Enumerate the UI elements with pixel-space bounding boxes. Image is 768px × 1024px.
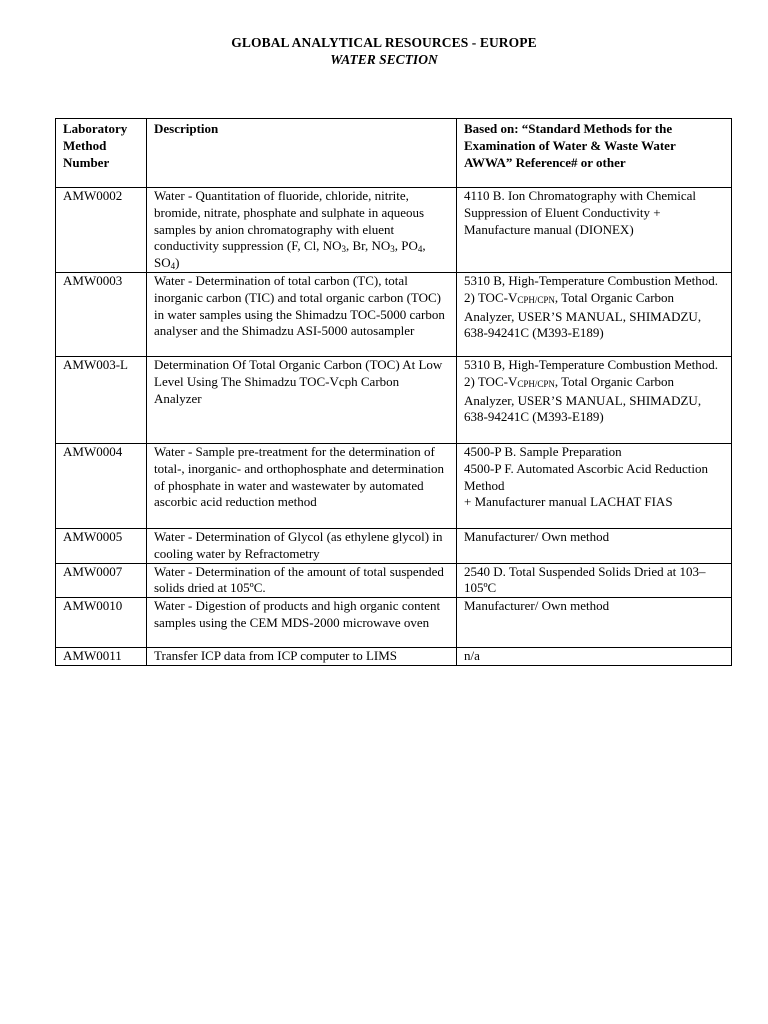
method-description: Water - Digestion of products and high organic content samples using the CEM MDS-2000 microwave oven xyxy=(147,598,457,648)
header-description: Description xyxy=(147,119,457,188)
document-header xyxy=(0,34,768,68)
method-number: AMW0010 xyxy=(56,598,147,648)
method-number: AMW003-L xyxy=(56,356,147,443)
table-row xyxy=(56,443,732,528)
method-reference xyxy=(457,443,732,528)
table-row xyxy=(56,188,732,273)
reference-line: 5310 B, High-Temperature Combustion Method. xyxy=(464,356,719,372)
method-description: Determination Of Total Organic Carbon (TOC) At Low Level Using The Shimadzu TOC-Vcph Carbon Analyzer xyxy=(147,356,457,443)
ion-formula: $NO_3$, Br, $NO_3$, $PO_4$, $SO_4$) xyxy=(154,238,426,272)
table-row xyxy=(56,598,732,648)
method-description: Transfer ICP data from ICP computer to LIMS xyxy=(147,648,457,666)
method-reference xyxy=(457,356,732,443)
reference-line: 2) TOC-VCPH/CPN, Total Organic Carbon Analyzer, USER’S MANUAL, SHIMADZU, 638-94241C (M393-E189) xyxy=(464,373,702,425)
method-reference: Manufacturer/ Own method xyxy=(457,598,732,648)
method-reference: 4110 B. Ion Chromatography with Chemical Suppression of Eluent Conductivity + Manufacture manual (DIONEX) xyxy=(457,188,732,273)
reference-line: 5310 B, High-Temperature Combustion Method. xyxy=(464,272,719,288)
table-row xyxy=(56,272,732,356)
header-reference: Based on: “Standard Methods for the Examination of Water & Waste Water AWWA” Reference# or other xyxy=(457,119,732,188)
method-description: Water - Sample pre-treatment for the determination of total-, inorganic- and orthophosphate and determination of phosphate in water and wastewater by automated ascorbic acid reduction method xyxy=(147,443,457,528)
method-number: AMW0003 xyxy=(56,272,147,356)
method-description xyxy=(147,188,457,273)
reference-line: + Manufacturer manual LACHAT FIAS xyxy=(464,494,673,510)
method-number: AMW0005 xyxy=(56,528,147,563)
reference-line: 4500-P F. Automated Ascorbic Acid Reduction Method xyxy=(464,460,709,493)
header-method-number: Laboratory Method Number xyxy=(56,119,147,188)
methods-table xyxy=(55,118,732,666)
method-number: AMW0002 xyxy=(56,188,147,273)
table-row xyxy=(56,648,732,666)
document-subtitle: WATER SECTION xyxy=(330,52,438,67)
description-text: Water - Quantitation of fluoride, chloride, nitrite, bromide, nitrate, phosphate and sulphate in aqueous samples by anion chromatography with eluent conductivity suppression (F, Cl, xyxy=(154,188,425,254)
document-title: GLOBAL ANALYTICAL RESOURCES - EUROPE xyxy=(231,35,537,50)
method-reference: 2540 D. Total Suspended Solids Dried at 103–105ºC xyxy=(457,563,732,598)
method-number: AMW0011 xyxy=(56,648,147,666)
method-reference: Manufacturer/ Own method xyxy=(457,528,732,563)
reference-line: 2) TOC-VCPH/CPN, Total Organic Carbon Analyzer, USER’S MANUAL, SHIMADZU, 638-94241C (M393-E189) xyxy=(464,289,702,341)
method-number: AMW0007 xyxy=(56,563,147,598)
table-row xyxy=(56,528,732,563)
method-description: Water - Determination of the amount of total suspended solids dried at 105ºC. xyxy=(147,563,457,598)
table-row xyxy=(56,563,732,598)
method-reference xyxy=(457,272,732,356)
method-reference: n/a xyxy=(457,648,732,666)
table-row xyxy=(56,356,732,443)
table-header-row xyxy=(56,119,732,188)
method-number: AMW0004 xyxy=(56,443,147,528)
method-description: Water - Determination of Glycol (as ethylene glycol) in cooling water by Refractometry xyxy=(147,528,457,563)
reference-line: 4500-P B. Sample Preparation xyxy=(464,443,622,459)
method-description: Water - Determination of total carbon (TC), total inorganic carbon (TIC) and total organic carbon (TOC) in water samples using the Shimadzu TOC-5000 carbon analyser and the Shimadzu ASI-5000 autosampler xyxy=(147,272,457,356)
